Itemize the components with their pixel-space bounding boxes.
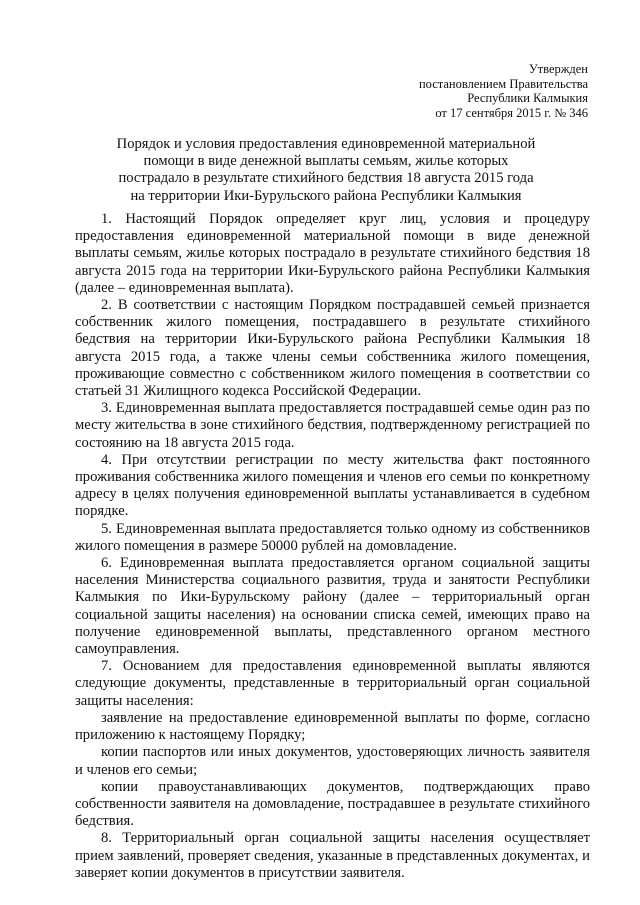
list-item-ownership: копии правоустанавливающих документов, подтверждающих право собственности заявителя на домовладение, пострадавшее в результате стихийного бедствия. — [75, 778, 590, 830]
title-line: на территории Ики-Бурульского района Республики Калмыкия — [130, 187, 522, 204]
approval-line: постановлением Правительства — [418, 76, 588, 91]
paragraph-7: 7. Основанием для предоставления единовременной выплаты являются следующие документы, представленные в территориальный орган социальной защиты населения: — [75, 658, 590, 709]
document-title — [70, 136, 582, 205]
approval-line: от 17 сентября 2015 г. № 346 — [435, 105, 588, 120]
title-line: помощи в виде денежной выплаты семьям, жилье которых — [143, 153, 509, 170]
paragraph-3: 3. Единовременная выплата предоставляется пострадавшей семье один раз по месту жительства в зоне стихийного бедствия, подтвержденному регистрацией по состоянию на 18 августа 2015 года. — [75, 400, 590, 451]
list-item-passports: копии паспортов или иных документов, удостоверяющих личность заявителя и членов его семьи; — [75, 744, 590, 778]
paragraph-8: 8. Территориальный орган социальной защиты населения осуществляет прием заявлений, проверяет сведения, указанные в представленных документах, и заверяет копии документов в присутствии заявителя. — [75, 830, 590, 881]
list-item-application: заявление на предоставление единовременной выплаты по форме, согласно приложению к настоящему Порядку; — [75, 709, 590, 744]
title-line: пострадало в результате стихийного бедствия 18 августа 2015 года — [118, 170, 534, 187]
title-line: Порядок и условия предоставления единовременной материальной — [116, 136, 536, 152]
approval-line: Утвержден — [528, 62, 588, 76]
document-body — [75, 211, 590, 882]
paragraph-4: 4. При отсутствии регистрации по месту жительства факт постоянного проживания собственника жилого помещения и членов его семьи по конкретному адресу в целях получения единовременной выплаты устанавливается в судебном порядке. — [75, 451, 590, 520]
paragraph-5: 5. Единовременная выплата предоставляется только одному из собственников жилого помещения в размере 50000 рублей на домовладение. — [75, 520, 590, 554]
paragraph-6: 6. Единовременная выплата предоставляется органом социальной защиты населения Министерства социального развития, труда и занятости Республики Калмыкия по Ики-Бурульскому району (далее – территориальный орган социальной защиты населения) на основании списка семей, имеющих право на получение единовременной выплаты, представленного органом местного самоуправления. — [75, 555, 590, 658]
paragraph-1: 1. Настоящий Порядок определяет круг лиц, условия и процедуру предоставления единовременной материальной помощи в виде денежной выплаты семьям, жилье которых пострадало в результате стихийного бедствия 18 августа 2015 года на территории Ики-Бурульского района Республики Калмыкия (далее – единовременная выплата). — [75, 211, 590, 296]
approval-line: Республики Калмыкия — [467, 91, 588, 106]
paragraph-2: 2. В соответствии с настоящим Порядком пострадавшей семьей признается собственник жилого помещения, пострадавшего в результате стихийного бедствия на территории Ики-Бурульского района Республики Калмыкия 18 августа 2015 года, а также члены семьи собственника жилого помещения, проживающие совместно с собственником жилого помещения в соответствии со статьей 31 Жилищного кодекса Российской Федерации. — [75, 297, 590, 400]
approval-block — [328, 62, 588, 120]
